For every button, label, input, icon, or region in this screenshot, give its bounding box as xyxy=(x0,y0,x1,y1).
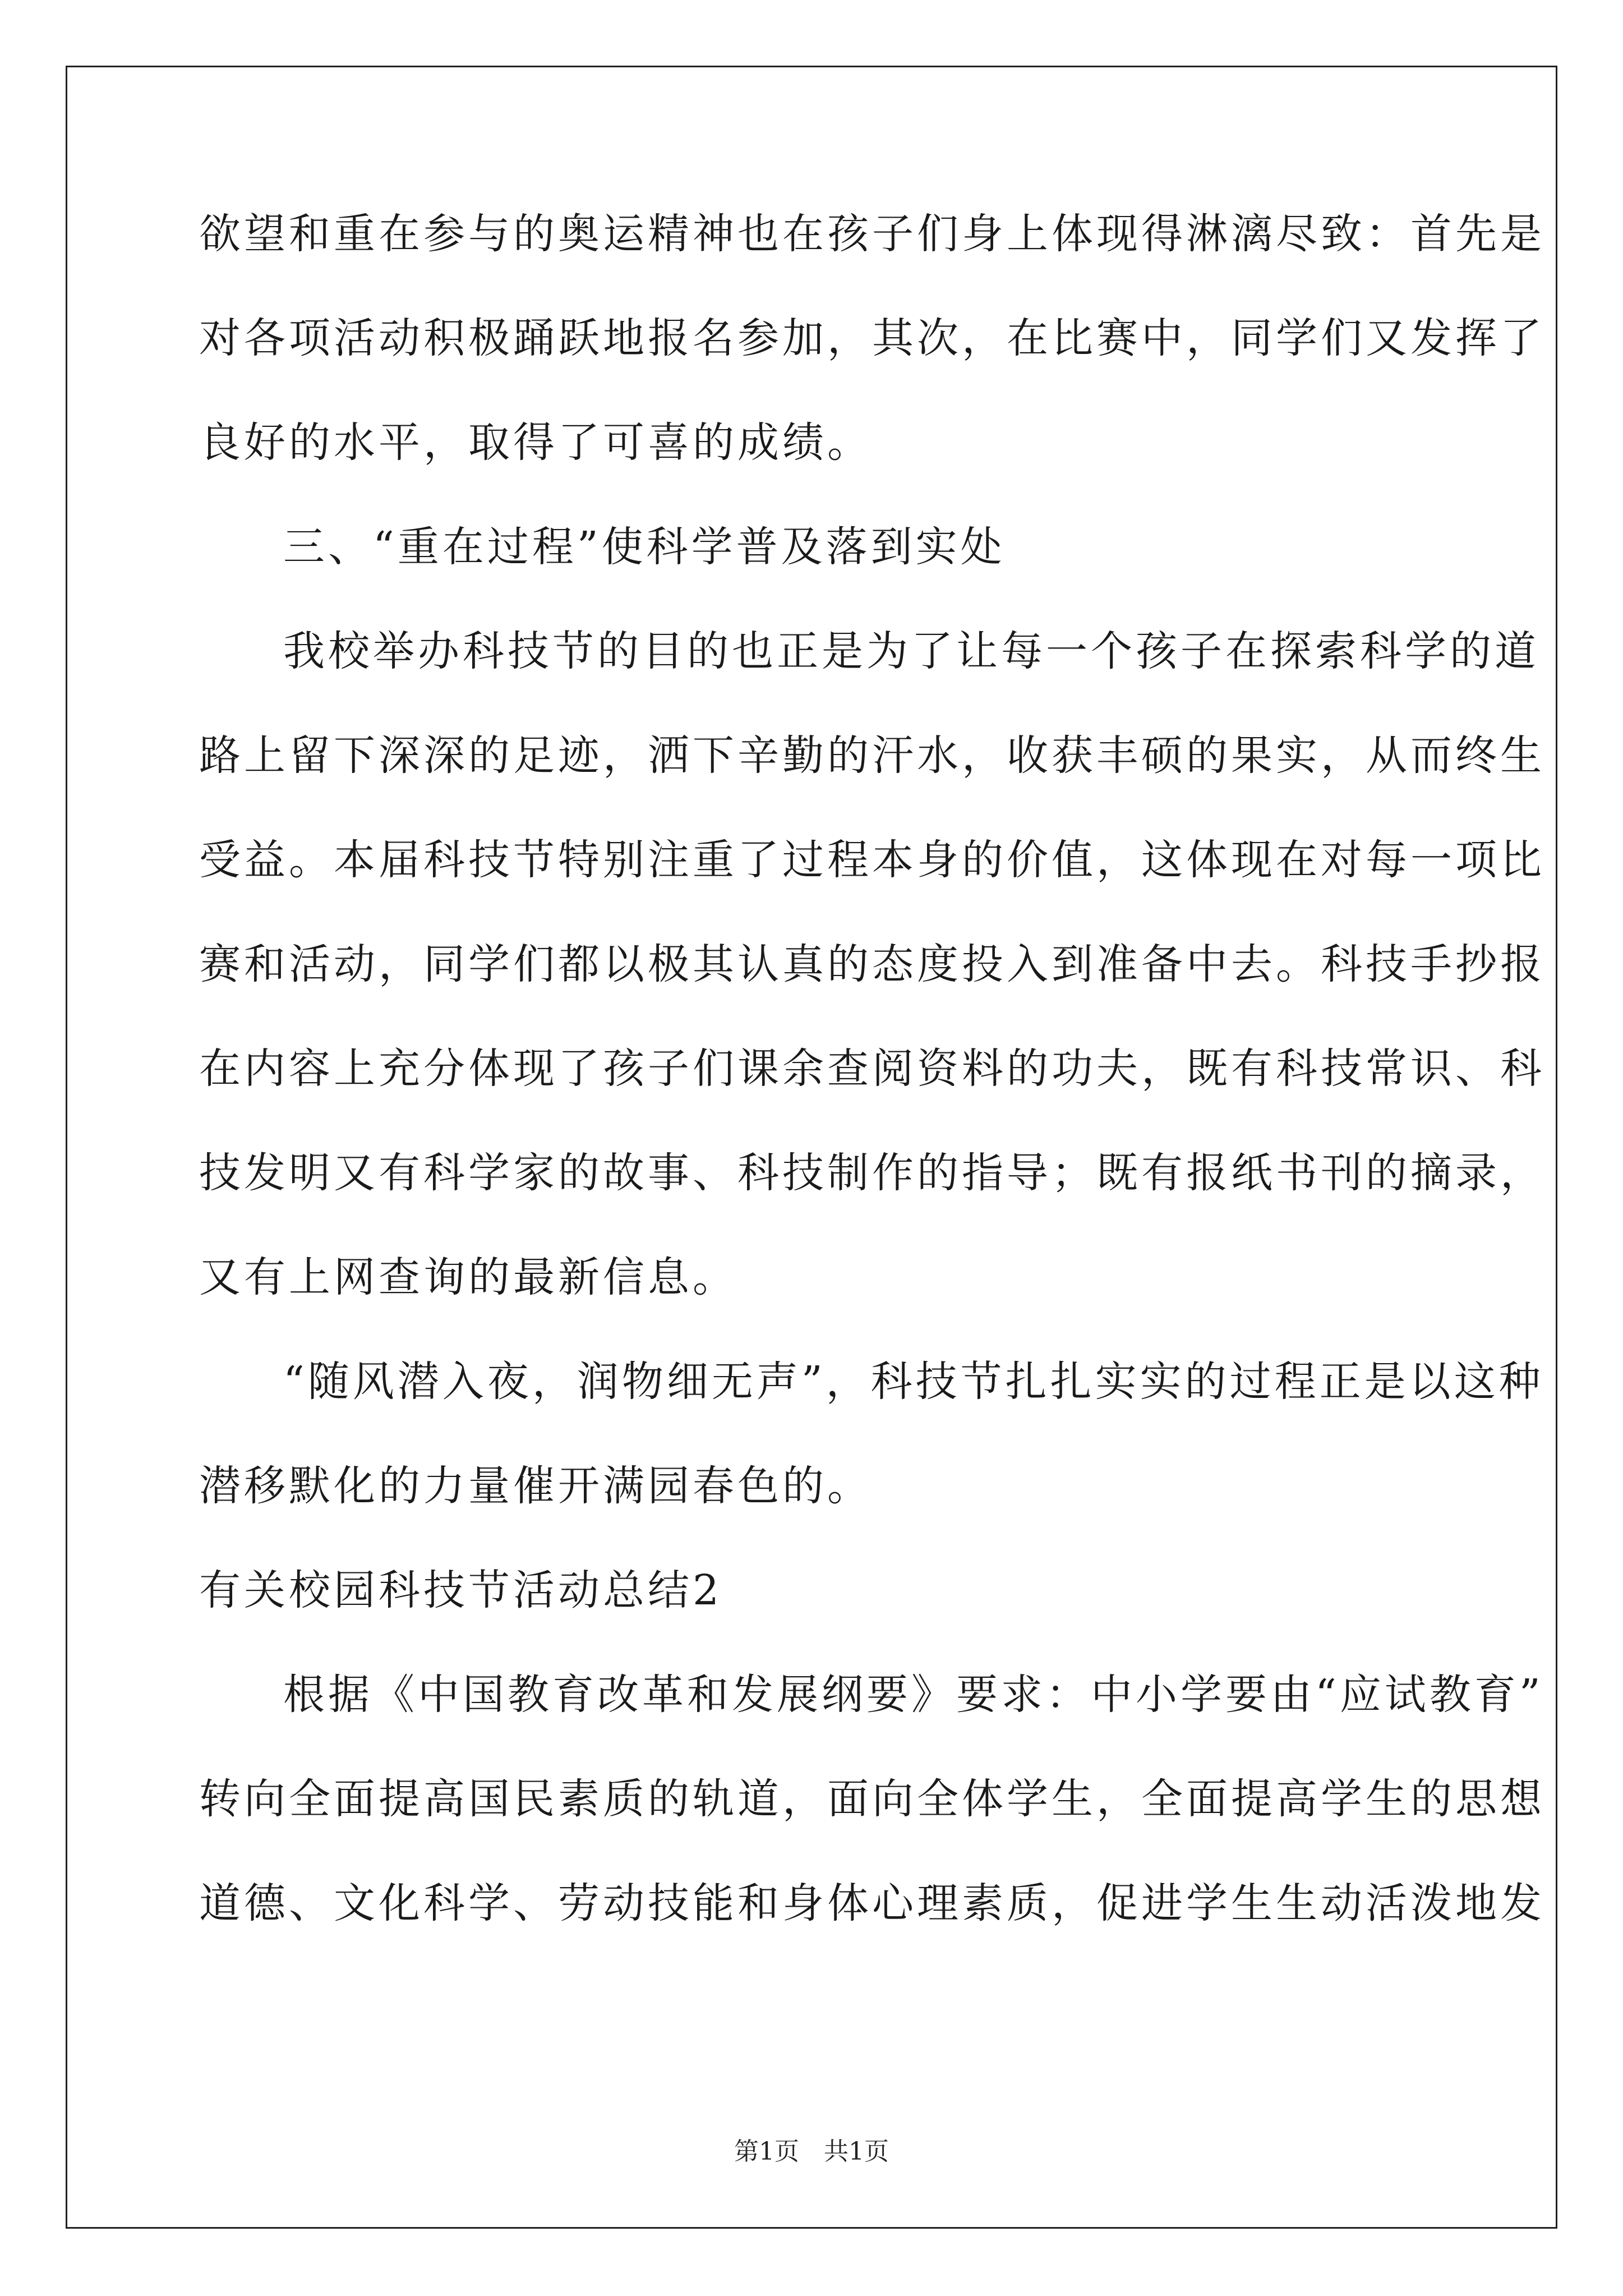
text-line: 对各项活动积极踊跃地报名参加，其次，在比赛中，同学们又发挥了 xyxy=(199,314,1545,362)
text-line: 我校举办科技节的目的也正是为了让每一个孩子在探索科学的道 xyxy=(283,627,1539,675)
section-heading: 三、“重在过程”使科学普及落到实处 xyxy=(283,523,1006,571)
text-line: 在内容上充分体现了孩子们课余查阅资料的功夫，既有科技常识、科 xyxy=(199,1045,1545,1093)
text-line: 潜移默化的力量催开满园春色的。 xyxy=(199,1462,872,1510)
text-line: 路上留下深深的足迹，洒下辛勤的汗水，收获丰硕的果实，从而终生 xyxy=(199,731,1545,780)
text-line: 根据《中国教育改革和发展纲要》要求：中小学要由“应试教育” xyxy=(283,1671,1544,1719)
text-line: 良好的水平，取得了可喜的成绩。 xyxy=(199,418,872,467)
text-line: 又有上网查询的最新信息。 xyxy=(199,1253,737,1301)
page-footer: 第1页 共1页 xyxy=(734,2137,889,2166)
text-line: 转向全面提高国民素质的轨道，面向全体学生，全面提高学生的思想 xyxy=(199,1775,1545,1823)
text-line: 赛和活动，同学们都以极其认真的态度投入到准备中去。科技手抄报 xyxy=(199,940,1545,988)
text-line: 道德、文化科学、劳动技能和身体心理素质，促进学生生动活泼地发 xyxy=(199,1879,1545,1927)
text-line: 受益。本届科技节特别注重了过程本身的价值，这体现在对每一项比 xyxy=(199,836,1545,884)
text-line: “随风潜入夜，润物细无声”，科技节扎扎实实的过程正是以这种 xyxy=(283,1358,1544,1406)
text-line: 技发明又有科学家的故事、科技制作的指导；既有报纸书刊的摘录， xyxy=(199,1149,1545,1197)
document-title: 有关校园科技节活动总结2 xyxy=(199,1566,723,1614)
text-line: 欲望和重在参与的奥运精神也在孩子们身上体现得淋漓尽致：首先是 xyxy=(199,210,1545,258)
